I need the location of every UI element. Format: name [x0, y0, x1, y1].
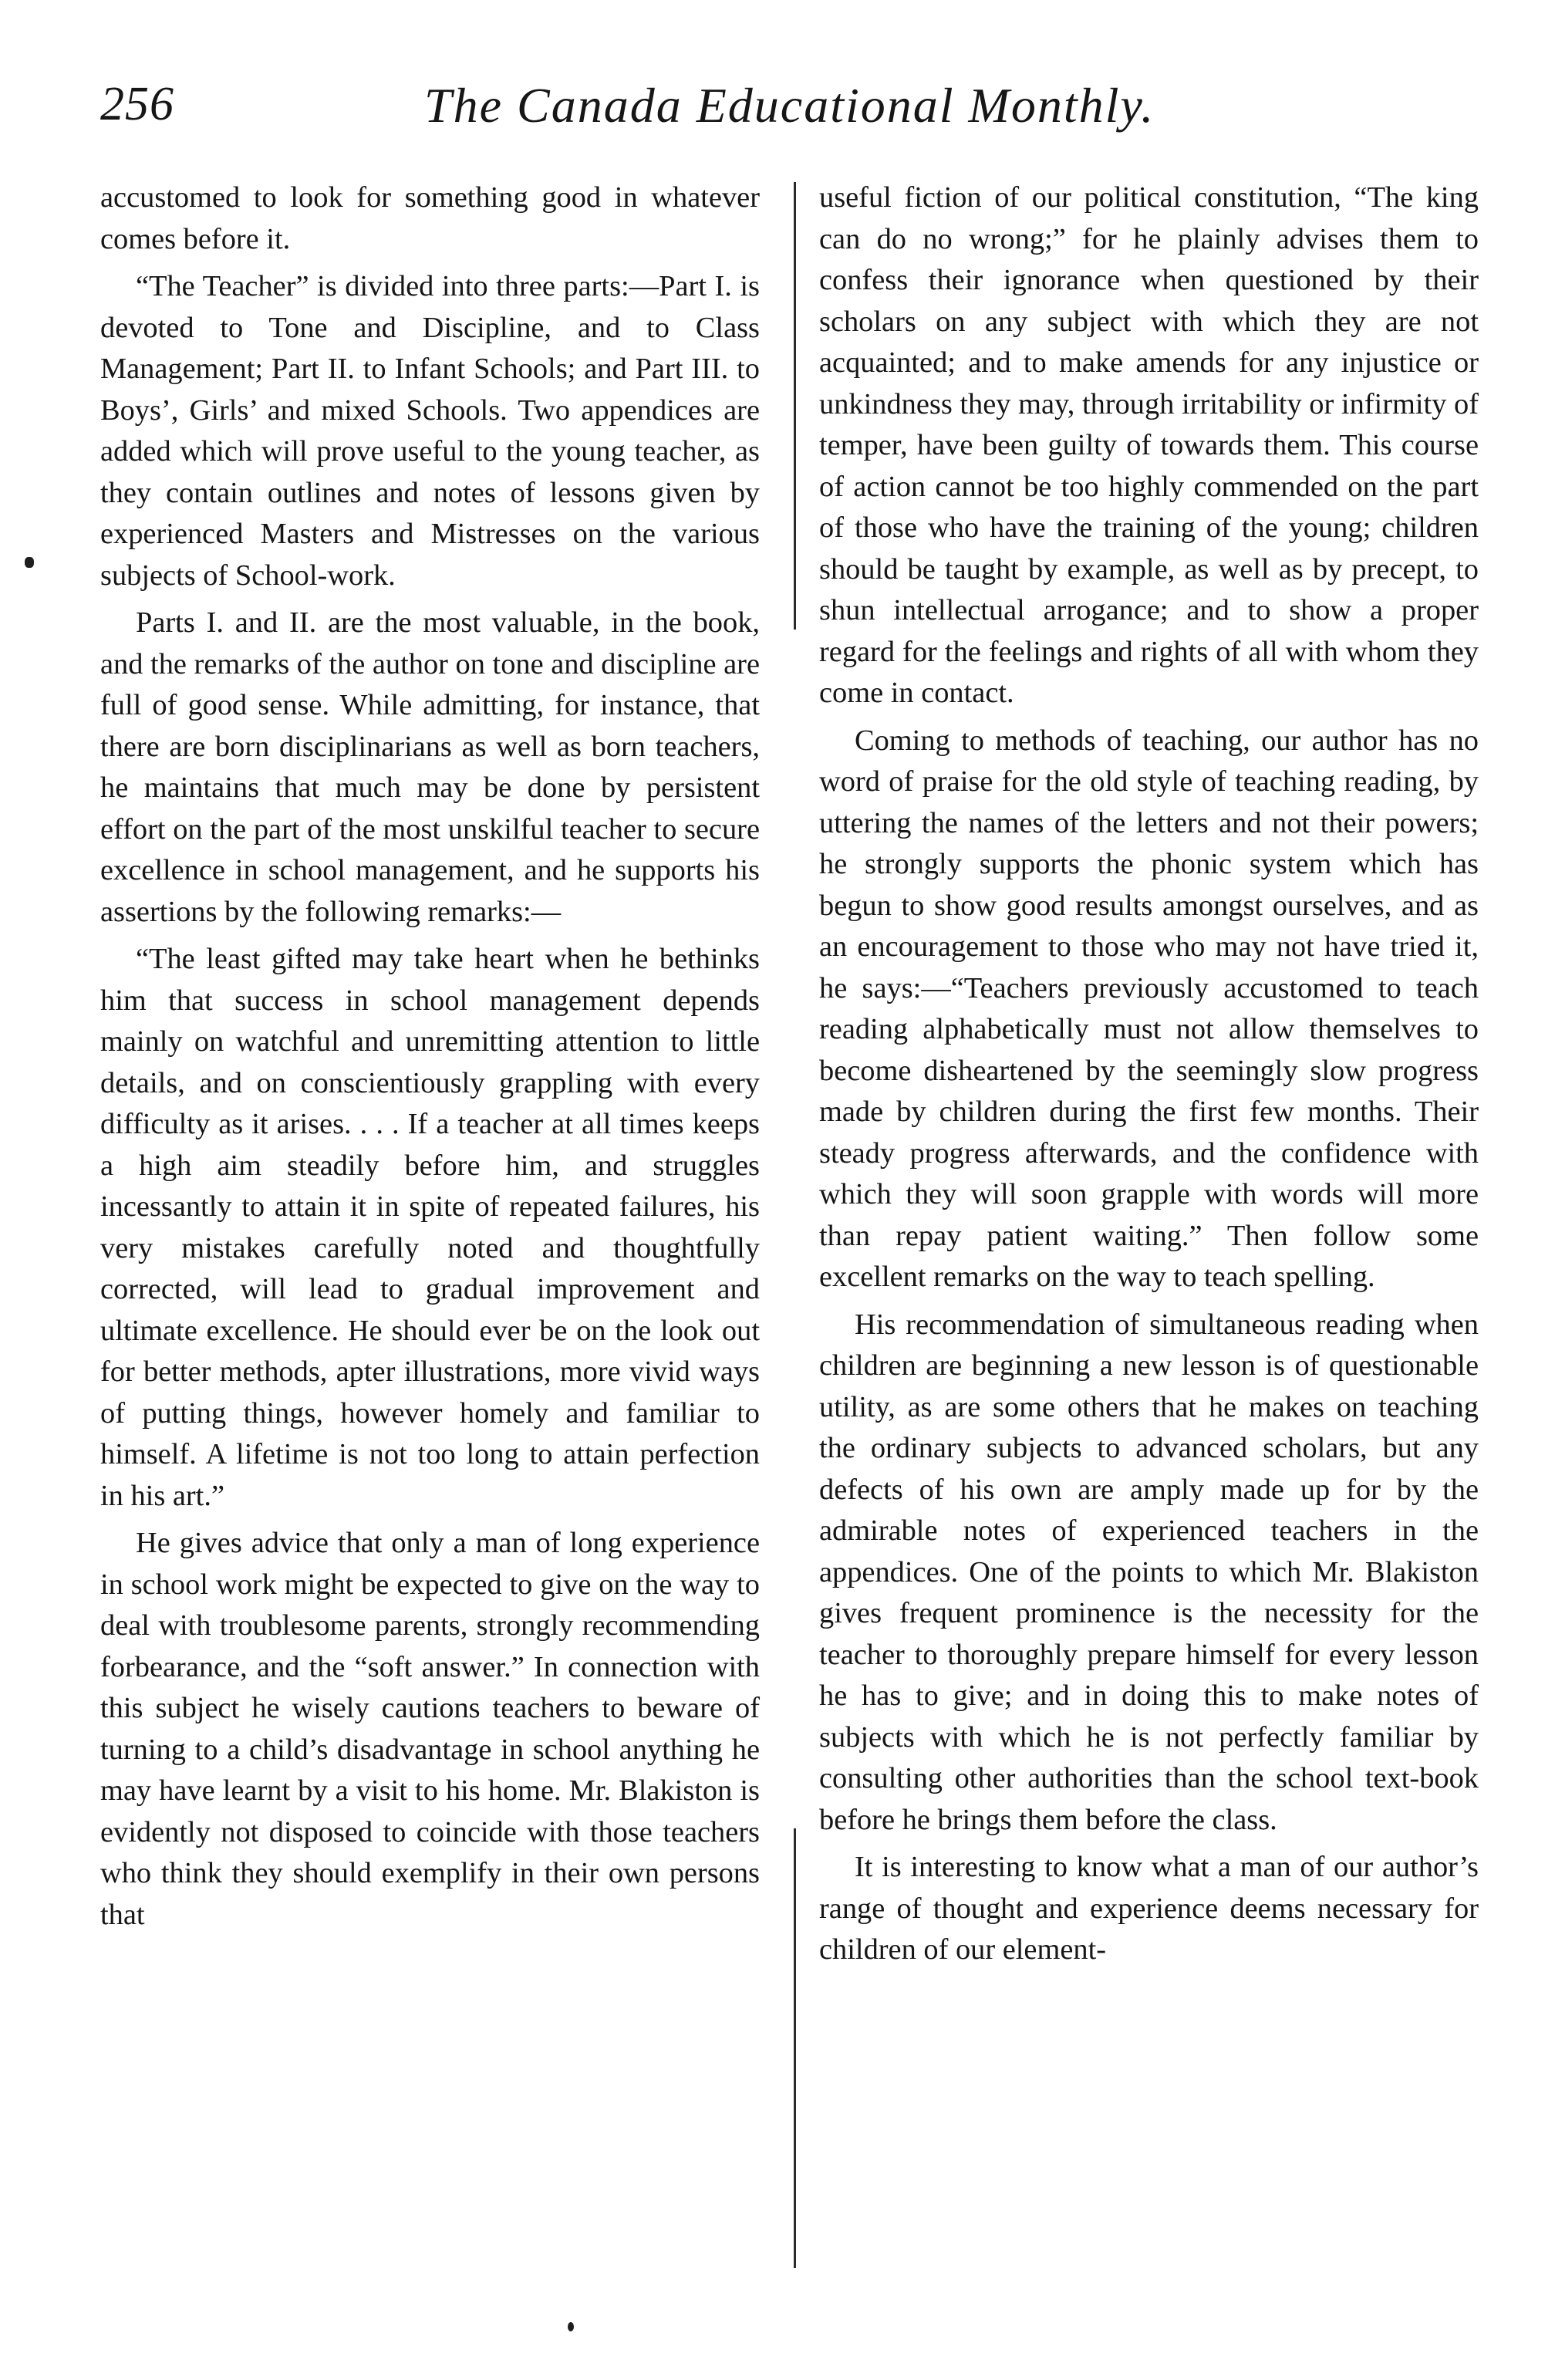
paragraph: Coming to methods of teaching, our author has no word of praise for the old style of teaching reading, by uttering the names of the letters and not their powers; he strongly supports the phonic system which has begun to show good results amongst ourselves, and as an encouragement to those who may not have tried it, he says:—“Teachers previously accustomed to teach reading alphabetically must not allow themselves to become disheartened by the seemingly slow progress made by children during the first few months. Their steady progress afterwards, and the confidence with which they will soon grapple with words will more than repay patient waiting.” Then follow some excellent remarks on the way to teach spelling. — [819, 724, 1479, 1293]
paragraph: useful fiction of our political constitution, “The king can do no wrong;” for he plainly advises them to confess their ignorance when questioned by their scholars on any subject with which they are not acquainted; and to make amends for any injustice or unkindness they may, through irritability or infirmity of temper, have been guilty of towards them. This course of action cannot be too highly commended on the part of those who have the training of the young; children should be taught by example, as well as by precept, to shun intellectual arrogance; and to show a proper regard for the feelings and rights of all with whom they come in contact. — [819, 181, 1479, 709]
paragraph: He gives advice that only a man of long experience in school work might be expected to give on the way to deal with troublesome parents, strongly recommending forbearance, and the “soft answer.” In connection with this subject he wisely cautions teachers to beware of turning to a child’s disadvantage in school anything he may have learnt by a visit to his home. Mr. Blakiston is evidently not disposed to coincide with those teachers who think they should exemplify in their own persons that — [100, 1527, 760, 1931]
paragraph: accustomed to look for something good in whatever comes before it. — [100, 181, 760, 255]
column-rule-top — [794, 182, 796, 630]
left-column — [100, 177, 760, 1942]
page-number: 256 — [100, 78, 174, 130]
paragraph: His recommendation of simultaneous reading when children are beginning a new lesson is of questionable utility, as are some others that he makes on teaching the ordinary subjects to advanced scholars, but any defects of his own are amply made up for by the admirable notes of experienced teachers in the appendices. One of the points to which Mr. Blakiston gives frequent prominence is the necessity for the teacher to thoroughly prepare himself for every lesson he has to give; and in doing this to make notes of subjects with which he is not perfectly familiar by consulting other authorities than the school text-book before he brings them before the class. — [819, 1308, 1479, 1836]
paragraph: Parts I. and II. are the most valuable, in the book, and the remarks of the author on tone and discipline are full of good sense. While admitting, for instance, that there are born disciplinarians as well as born teachers, he maintains that much may be done by persistent effort on the part of the most unskilful teacher to secure excellence in school management, and he supports his assertions by the following remarks:— — [100, 606, 760, 928]
page-header — [100, 77, 1489, 147]
column-rule-bottom — [794, 1828, 796, 2268]
running-title: The Canada Educational Monthly. — [424, 78, 1155, 133]
paragraph: “The Teacher” is divided into three parts:—Part I. is devoted to Tone and Discipline, and to Class Management; Part II. to Infant Schools; and Part III. to Boys’, Girls’ and mixed Schools. Two appendices are added which will prove useful to the young teacher, as they contain outlines and notes of lessons given by experienced Masters and Mistresses on the various subjects of School-work. — [100, 270, 760, 592]
margin-mark — [25, 557, 34, 568]
paragraph: It is interesting to know what a man of our author’s range of thought and experience deems necessary for children of our element- — [819, 1851, 1479, 1966]
block-quote: “The least gifted may take heart when he bethinks him that success in school management depends mainly on watchful and unremitting attention to little details, and on conscientiously grappling with every difficulty as it arises. . . . If a teacher at all times keeps a high aim steadily before him, and struggles incessantly to attain it in spite of repeated failures, his very mistakes carefully noted and thoughtfully corrected, will lead to gradual improvement and ultimate excellence. He should ever be on the look out for better methods, apter illustrations, more vivid ways of putting things, however homely and familiar to himself. A lifetime is not too long to attain perfection in his art.” — [100, 943, 760, 1512]
right-column — [819, 177, 1479, 1977]
footer-mark — [568, 2322, 574, 2331]
